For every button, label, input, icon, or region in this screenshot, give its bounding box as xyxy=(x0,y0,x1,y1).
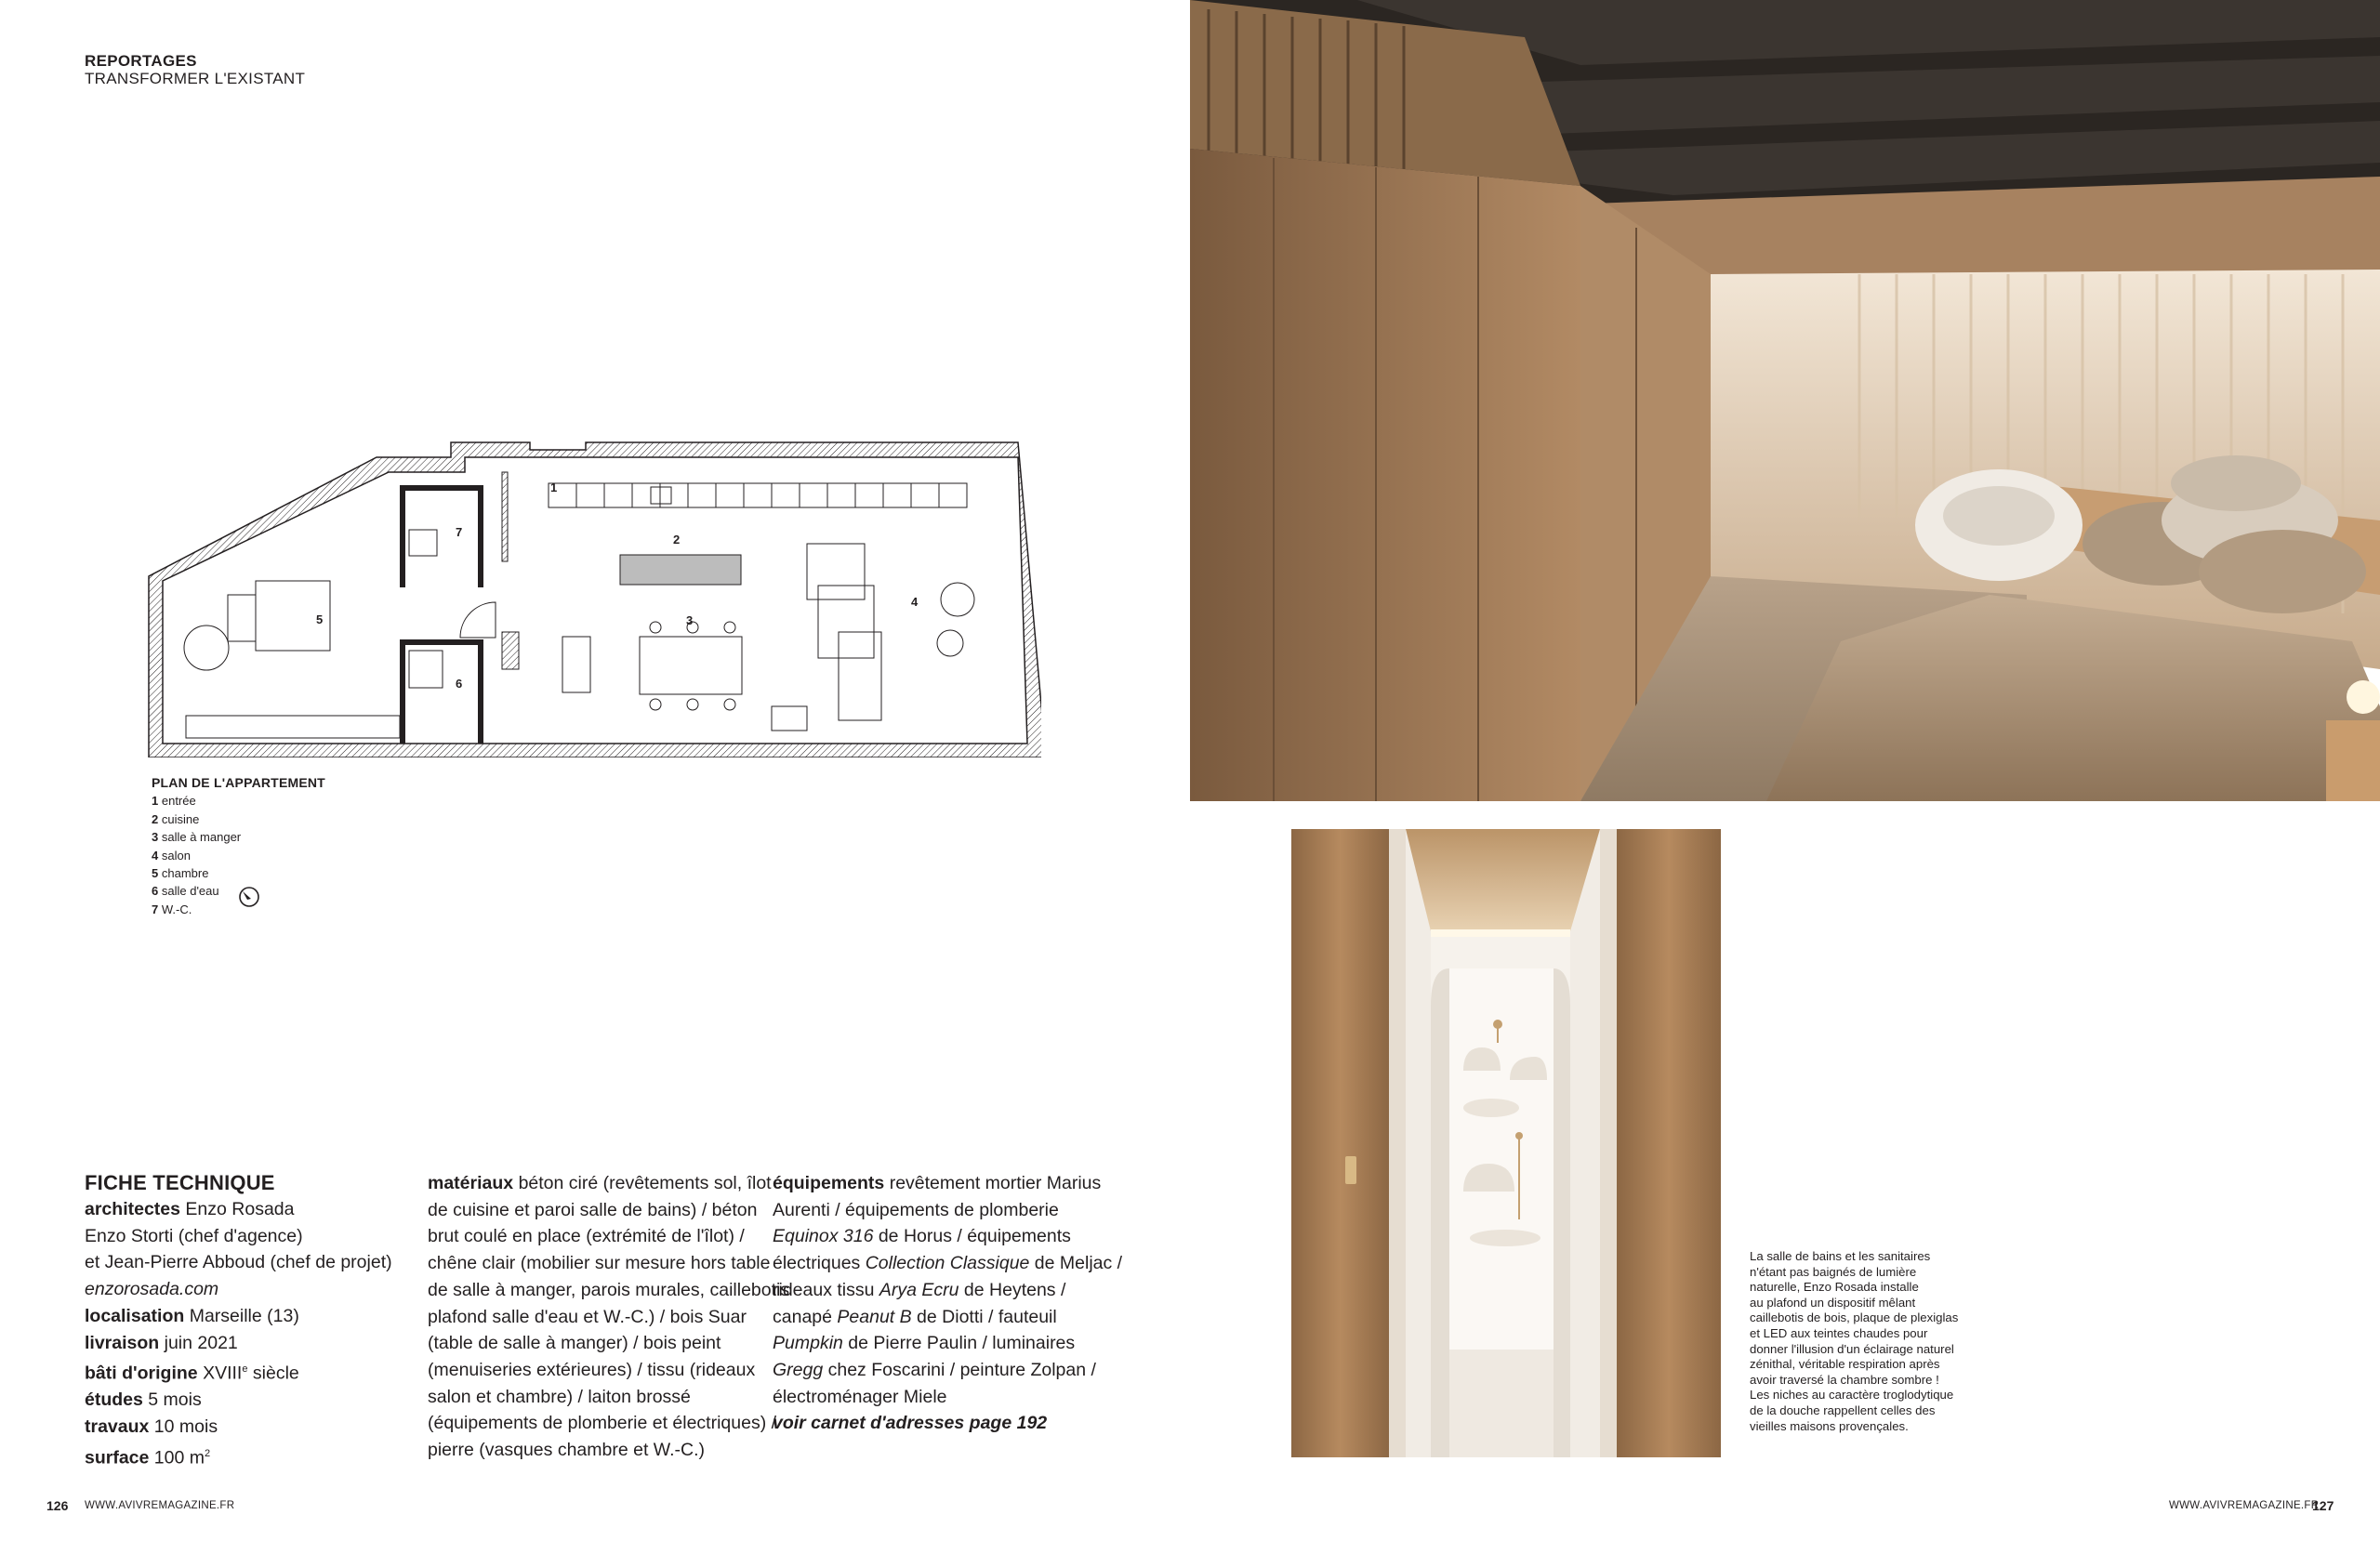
exterior-wall xyxy=(149,442,1041,757)
caption-line: caillebotis de bois, plaque de plexiglas xyxy=(1750,1310,1959,1325)
materiaux-line: (menuiseries extérieures) / tissu (rideaux xyxy=(428,1359,756,1380)
caption-line: au plafond un dispositif mêlant xyxy=(1750,1295,1916,1310)
section-subtitle: TRANSFORMER L'EXISTANT xyxy=(85,70,306,87)
architectes-line: et Jean-Pierre Abboud (chef de projet) xyxy=(85,1252,392,1273)
equipements-line: Gregg chez Foscarini / peinture Zolpan / xyxy=(773,1359,1096,1380)
room-number-4: 4 xyxy=(911,595,919,609)
salon-pillar xyxy=(502,632,519,669)
materiaux-line: de cuisine et paroi salle de bains) / béton xyxy=(428,1199,758,1220)
caption-line: donner l'illusion d'un éclairage naturel xyxy=(1750,1341,1954,1356)
bedroom-bed xyxy=(228,581,330,651)
entry-wall xyxy=(502,472,508,561)
caption-line: avoir traversé la chambre sombre ! xyxy=(1750,1372,1939,1387)
page-number-left: 126 xyxy=(46,1498,69,1513)
equipements-line: équipements revêtement mortier Marius xyxy=(773,1173,1102,1193)
room-number-2: 2 xyxy=(673,533,681,547)
bedroom-storage xyxy=(186,716,400,738)
armchair xyxy=(941,583,974,616)
equipements-line: électriques Collection Classique de Meljac / xyxy=(773,1253,1123,1274)
fiche-title: FICHE TECHNIQUE xyxy=(85,1171,275,1194)
surface-line: surface 100 $m^2$ xyxy=(85,1447,211,1468)
caption-line: La salle de bains et les sanitaires xyxy=(1750,1249,1931,1263)
caption-line: vieilles maisons provençales. xyxy=(1750,1418,1909,1433)
travaux-line: travaux 10 mois xyxy=(85,1416,218,1438)
footer-website-left[interactable]: WWW.AVIVREMAGAZINE.FR xyxy=(85,1500,235,1511)
section-label: REPORTAGES xyxy=(85,52,197,70)
materiaux-block xyxy=(428,1170,789,1464)
bathroom-photo xyxy=(1291,829,1721,1457)
room-number-3: 3 xyxy=(686,613,694,627)
room-number-1: 1 xyxy=(550,481,558,494)
bedroom-chair xyxy=(184,626,229,670)
equipements-line: Aurenti / équipements de plomberie xyxy=(773,1199,1059,1220)
caption-line: naturelle, Enzo Rosada installe xyxy=(1750,1280,1919,1295)
north-compass-icon xyxy=(238,886,260,908)
equipements-line: Equinox 316 de Horus / équipements xyxy=(773,1226,1071,1247)
caption-line: Les niches au caractère troglodytique xyxy=(1750,1388,1954,1403)
equipements-block xyxy=(773,1170,1122,1437)
materiaux-line: pierre (vasques chambre et W.-C.) xyxy=(428,1440,706,1461)
footer-website-right[interactable]: WWW.AVIVREMAGAZINE.FR xyxy=(2169,1500,2320,1511)
materiaux-line: brut coulé en place (extrémité de l'îlot) / xyxy=(428,1226,745,1247)
materiaux-line: plafond salle d'eau et W.-C.) / bois Suar xyxy=(428,1306,747,1327)
side-table xyxy=(937,630,963,656)
legend-item: 6 salle d'eau xyxy=(152,884,219,899)
legend-title: PLAN DE L'APPARTEMENT xyxy=(152,775,325,790)
materiaux-line: chêne clair (mobilier sur mesure hors table xyxy=(428,1253,771,1274)
architectes-line: Enzo Storti (chef d'agence) xyxy=(85,1225,303,1246)
caption-line: de la douche rappellent celles des xyxy=(1750,1403,1936,1417)
page-number-right: 127 xyxy=(2312,1498,2334,1513)
kitchen-counter xyxy=(549,483,967,507)
localisation-line: localisation Marseille (13) xyxy=(85,1305,299,1326)
equipements-line: électroménager Miele xyxy=(773,1386,947,1407)
caption-line: n'étant pas baignés de lumière xyxy=(1750,1264,1917,1279)
sdb-fixture xyxy=(409,651,443,688)
room-number-5: 5 xyxy=(316,612,324,626)
dining-table xyxy=(640,622,742,710)
materiaux-line: de salle à manger, parois murales, caillebotis xyxy=(428,1279,790,1300)
legend-item: 7 W.-C. xyxy=(152,902,192,916)
materiaux-line: salon et chambre) / laiton brossé xyxy=(428,1386,691,1407)
sdb-wall-side xyxy=(478,639,483,744)
equipements-line: rideaux tissu Arya Ecru de Heytens / xyxy=(773,1279,1066,1300)
etudes-line: études 5 mois xyxy=(85,1389,202,1411)
legend-item: 4 salon xyxy=(152,848,191,863)
carnet-link[interactable]: voir carnet d'adresses page 192 xyxy=(773,1413,1048,1434)
photo-caption xyxy=(1750,1249,1958,1434)
floor-plan xyxy=(139,437,1041,757)
materiaux-line: (équipements de plomberie et électriques) / xyxy=(428,1413,777,1434)
salon-sofa xyxy=(772,544,881,731)
materiaux-line: (table de salle à manger) / bois peint xyxy=(428,1333,721,1354)
bench xyxy=(562,637,590,692)
caption-line: et LED aux teintes chaudes pour xyxy=(1750,1325,1928,1340)
bedroom-photo xyxy=(1190,0,2380,801)
wc-wall-side xyxy=(478,485,483,587)
fiche-technique xyxy=(85,1170,392,1471)
legend-item: 1 entrée xyxy=(152,794,196,809)
sdb-wall xyxy=(400,639,483,645)
equipements-line: Pumpkin de Pierre Paulin / luminaires xyxy=(773,1333,1076,1354)
room-number-7: 7 xyxy=(456,525,463,539)
entry-door xyxy=(460,602,496,638)
sdb-wall-left xyxy=(400,639,405,744)
equipements-line: canapé Peanut B de Diotti / fauteuil xyxy=(773,1306,1057,1327)
room-number-6: 6 xyxy=(456,677,463,691)
legend-item: 3 salle à manger xyxy=(152,830,242,845)
legend-item: 2 cuisine xyxy=(152,811,200,826)
wc-wall xyxy=(400,485,483,491)
materiaux-line: matériaux béton ciré (revêtements sol, îlot xyxy=(428,1173,772,1193)
bati-line: bâti d'origine XVIIIe siècle xyxy=(85,1363,299,1384)
livraison-line: livraison juin 2021 xyxy=(85,1332,238,1353)
caption-line: zénithal, véritable respiration après xyxy=(1750,1357,1940,1372)
wc-fixture xyxy=(409,530,437,556)
architectes-line: architectes Enzo Rosada xyxy=(85,1199,295,1219)
wc-wall-left xyxy=(400,485,405,587)
legend-item: 5 chambre xyxy=(152,866,209,881)
kitchen-island xyxy=(620,555,741,585)
website: enzorosada.com xyxy=(85,1279,219,1300)
